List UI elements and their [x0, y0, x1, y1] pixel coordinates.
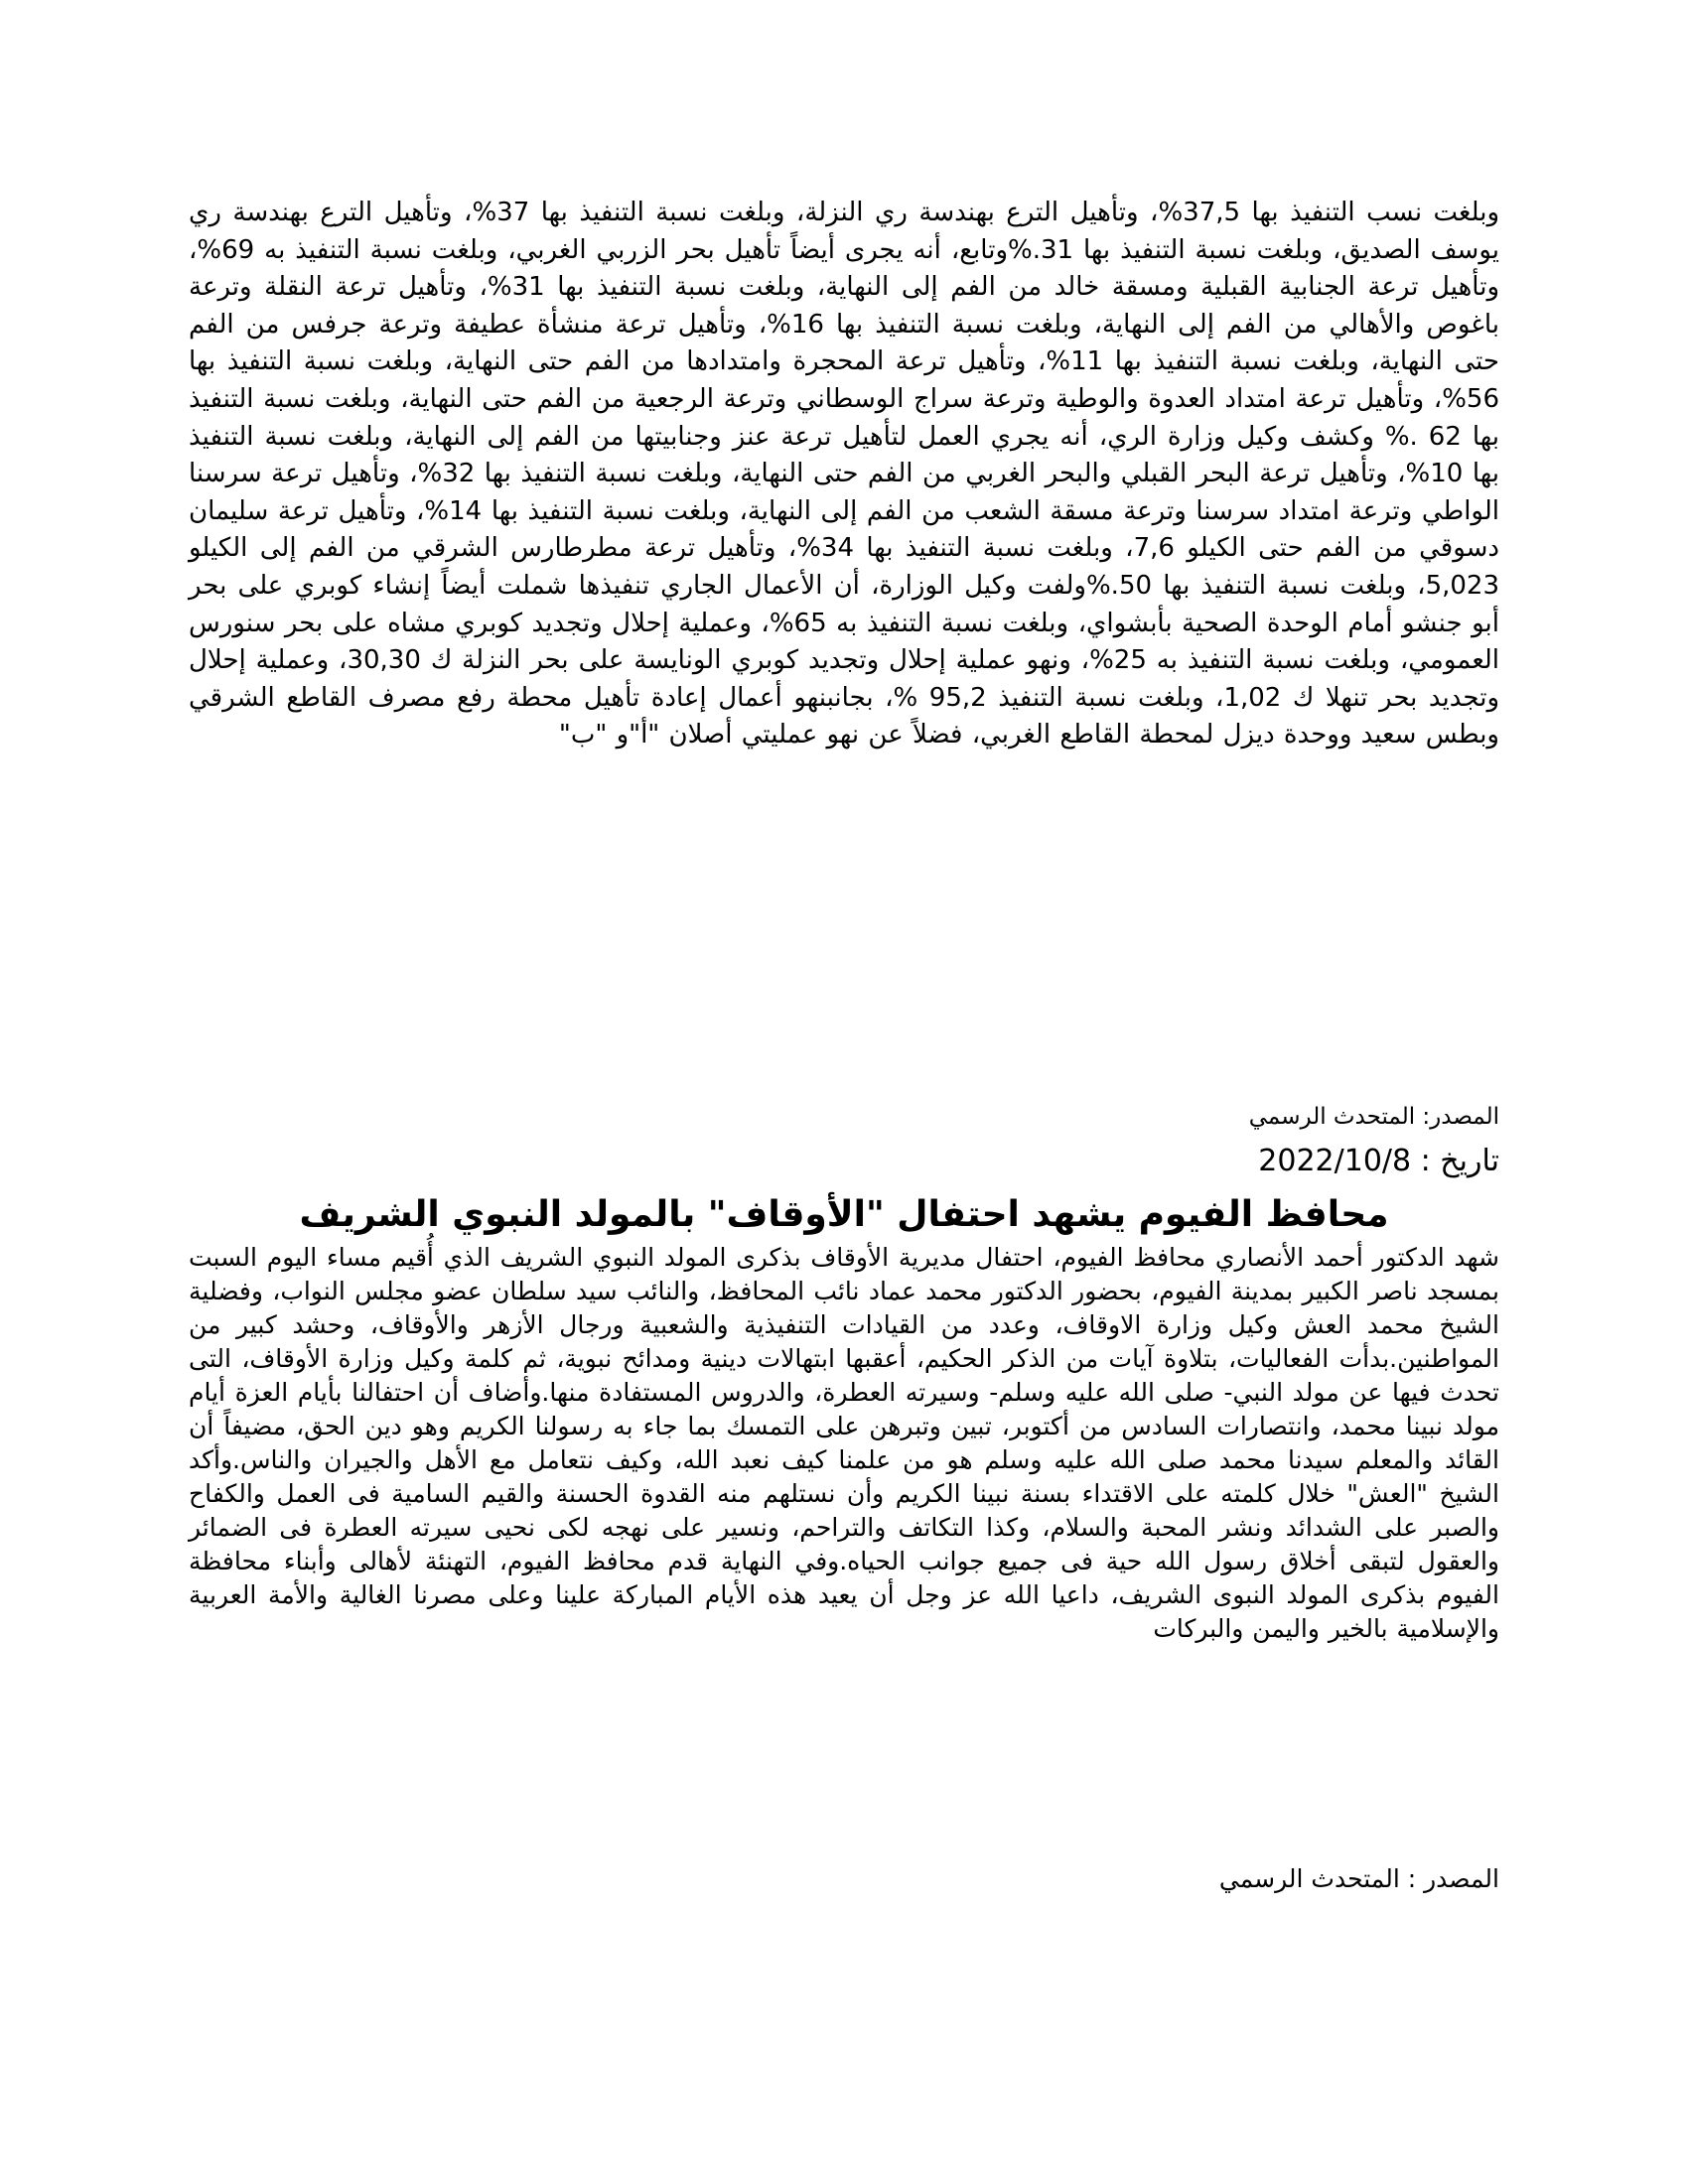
article-2-title: محافظ الفيوم يشهد احتفال "الأوقاف" بالمولد النبوي الشريف [299, 1194, 1389, 1235]
article-1-source: المصدر: المتحدث الرسمي [1248, 1104, 1499, 1130]
article-1-body: وبلغت نسب التنفيذ بها 37,5%، وتأهيل الترع بهندسة ري النزلة، وبلغت نسبة التنفيذ بها 37%، وتأهيل الترع بهندسة ري يوسف الصديق، وبلغت نسبة التنفيذ بها 31.%وتابع، أنه يجرى أيضاً تأهيل بحر الزربي الغربي، وبلغت نسبة التنفيذ به 69%، وتأهيل ترعة الجنابية القبلية ومسقة خالد من الفم إلى النهاية، وبلغت نسبة التنفيذ بها 31%، وتأهيل ترعة النقلة وترعة باغوص والأهالي من الفم إلى النهاية، وبلغت نسبة التنفيذ بها 16%، وتأهيل ترعة منشأة عطيفة وترعة جرفس من الفم حتى النهاية، وبلغت نسبة التنفيذ بها 11%، وتأهيل ترعة المحجرة وامتدادها من الفم حتى النهاية، وبلغت نسبة التنفيذ بها 56%، وتأهيل ترعة امتداد العدوة والوطية وترعة سراج الوسطاني وترعة الرجعية من الفم حتى النهاية، وبلغت نسبة التنفيذ بها 62 .% وكشف وكيل وزارة الري، أنه يجري العمل لتأهيل ترعة عنز وجنابيتها من الفم إلى النهاية، وبلغت نسبة التنفيذ بها 10%، وتأهيل ترعة البحر القبلي والبحر الغربي من الفم حتى النهاية، وبلغت نسبة التنفيذ بها 32%، وتأهيل ترعة سرسنا الواطي وترعة امتداد سرسنا وترعة مسقة الشعب من الفم إلى النهاية، وبلغت نسبة التنفيذ بها 14%، وتأهيل ترعة سليمان دسوقي من الفم حتى الكيلو 7,6، وبلغت نسبة التنفيذ بها 34%، وتأهيل ترعة مطرطارس الشرقي من الفم إلى الكيلو 5,023، وبلغت نسبة التنفيذ بها 50.%ولفت وكيل الوزارة، أن الأعمال الجاري تنفيذها شملت أيضاً إنشاء كوبري على بحر أبو جنشو أمام الوحدة الصحية بأبشواي، وبلغت نسبة التنفيذ به 65%، وعملية إحلال وتجديد كوبري مشاه على بحر سنورس العمومي، وبلغت نسبة التنفيذ به 25%، ونهو عملية إحلال وتجديد كوبري الونايسة على بحر النزلة ك 30,30، وعملية إحلال وتجديد بحر تنهلا ك 1,02، وبلغت نسبة التنفيذ 95,2 %، بجانبنهو أعمال إعادة تأهيل محطة رفع مصرف القاطع الشرقي وبطس سعيد ووحدة ديزل لمحطة القاطع الغربي، فضلاً عن نهو عمليتي أصلان "أ"و "ب" [189, 198, 1500, 751]
article-date: تاريخ : 2022/10/8 [1258, 1144, 1499, 1178]
article-2-body: شهد الدكتور أحمد الأنصاري محافظ الفيوم، احتفال مديرية الأوقاف بذكرى المولد النبوي الشريف الذي أُقيم مساء اليوم السبت بمسجد ناصر الكبير بمدينة الفيوم، بحضور الدكتور محمد عماد نائب المحافظ، والنائب سيد سلطان عضو مجلس النواب، وفضلية الشيخ محمد العش وكيل وزارة الاوقاف، وعدد من القيادات التنفيذية والشعبية ورجال الأزهر والأوقاف، وحشد كبير من المواطنين.بدأت الفعاليات، بتلاوة آيات من الذكر الحكيم، أعقبها ابتهالات دينية ومدائح نبوية، ثم كلمة وكيل وزارة الأوقاف، التى تحدث فيها عن مولد النبي- صلى الله عليه وسلم- وسيرته العطرة، والدروس المستفادة منها.وأضاف أن احتفالنا بأيام العزة أيام مولد نبينا محمد، وانتصارات السادس من أكتوبر، تبين وتبرهن على التمسك بما جاء به رسولنا الكريم وهو دين الحق، مضيفاً أن القائد والمعلم سيدنا محمد صلى الله عليه وسلم هو من علمنا كيف نعبد الله، وكيف نتعامل مع الأهل والجيران والناس.وأكد الشيخ "العش" خلال كلمته على الاقتداء بسنة نبينا الكريم وأن نستلهم منه القدوة الحسنة والقيم السامية فى العمل والكفاح والصبر على الشدائد ونشر المحبة والسلام، وكذا التكاتف والتراحم، ونسير على نهجه لكى نحيى سيرته العطرة فى الضمائر والعقول لتبقى أخلاق رسول الله حية فى جميع جوانب الحياه.وفي النهاية قدم محافظ الفيوم، التهنئة لأهالى وأبناء محافظة الفيوم بذكرى المولد النبوى الشريف، داعيا الله عز وجل أن يعيد هذه الأيام المباركة علينا وعلى مصرنا الغالية والأمة العربية والإسلامية بالخير واليمن والبركات [189, 1243, 1499, 1643]
article-2-source: المصدر : المتحدث الرسمي [1218, 1864, 1499, 1893]
